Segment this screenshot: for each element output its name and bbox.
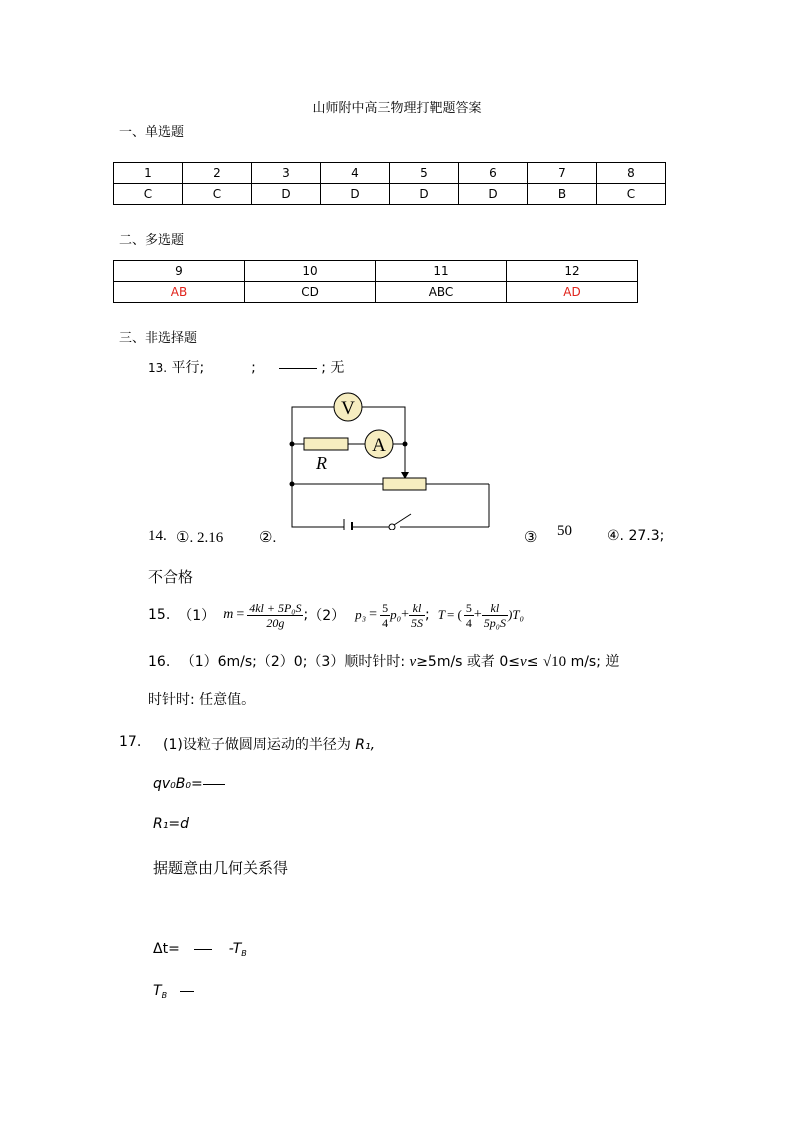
q13-line <box>148 357 344 377</box>
q16-sqrt: √10 <box>542 654 567 670</box>
table-cell: 1 <box>114 163 183 184</box>
table-cell: 3 <box>252 163 321 184</box>
table-cell: AD <box>507 282 638 303</box>
q13-number: 13. <box>148 361 168 375</box>
table-cell: B <box>528 184 597 205</box>
q17-equation-2: R₁=d <box>153 816 189 832</box>
table-cell: CD <box>245 282 376 303</box>
rheostat <box>383 478 426 490</box>
table-cell: 8 <box>597 163 666 184</box>
q17-eq3-subscript: B <box>241 949 247 958</box>
q17-R1: R₁, <box>355 737 376 753</box>
q15-fraction-3a-den: 4 <box>465 615 472 630</box>
table-cell: D <box>390 184 459 205</box>
q13-fraction-bar <box>279 368 317 369</box>
q14-verdict: 不合格 <box>148 568 194 586</box>
table-cell: AB <box>114 282 245 303</box>
table-row-answers <box>114 282 638 303</box>
q15-fraction-3a <box>464 601 474 630</box>
q17-equation-4 <box>153 983 194 1000</box>
q15-label-1: （1） <box>178 608 216 624</box>
table-cell: 5 <box>390 163 459 184</box>
table-cell: 4 <box>321 163 390 184</box>
q15-fraction-2a-den: 4 <box>382 615 389 630</box>
q17-line-1 <box>163 734 375 754</box>
q15-T: T <box>437 607 445 622</box>
resistor <box>304 438 348 450</box>
q15-fraction-3b <box>482 601 508 630</box>
q15-plus: + <box>401 607 409 622</box>
q17-geometry-text: 据题意由几何关系得 <box>153 859 289 877</box>
q14-value-50: 50 <box>557 523 572 539</box>
voltmeter-label: V <box>341 398 355 419</box>
q17-number: 17. <box>119 734 142 750</box>
section-heading-multi-choice: 二、多选题 <box>119 233 185 248</box>
q16-text-2: ≥5m/s 或者 0≤ <box>416 654 521 670</box>
ammeter-label: A <box>372 435 386 456</box>
switch-blade <box>394 514 411 525</box>
q15-fraction-3a-num: 5 <box>465 600 472 615</box>
q15-fraction-2a <box>380 601 390 630</box>
table-cell: D <box>252 184 321 205</box>
q16-continuation: 时针时: 任意值。 <box>148 692 256 708</box>
table-cell: ABC <box>376 282 507 303</box>
q15-fraction-3b-num: kl <box>482 601 508 616</box>
q15-equals: = <box>236 607 245 622</box>
q17-eq3-rhs: -T <box>228 941 242 957</box>
q15-plus-2: + <box>473 607 482 622</box>
q17-eq1-fraction-bar <box>203 784 225 785</box>
q15-p0: p₀ <box>390 607 402 622</box>
q15-open: = ( <box>446 607 462 622</box>
junction-dot <box>290 442 295 447</box>
table-cell: 10 <box>245 261 376 282</box>
q16-v: v <box>409 654 417 670</box>
q15-fraction-2b-den: 5S <box>411 615 423 630</box>
q16-number: 16. <box>148 654 171 670</box>
q15-fraction-1-den: 20g <box>266 615 285 630</box>
q16-v-2: v <box>520 654 527 670</box>
q16-text-3: ≤ <box>526 654 539 670</box>
table-cell: 6 <box>459 163 528 184</box>
q13-answer-1: 平行; <box>171 360 205 376</box>
table-row-numbers <box>114 163 666 184</box>
q17-eq3-fraction-bar <box>194 949 212 950</box>
table-row-answers <box>114 184 666 205</box>
junction-dot <box>290 482 295 487</box>
q15-p3: p₃ <box>355 607 367 622</box>
q15-fraction-2b-num: kl <box>409 601 425 616</box>
q15-fraction-2a-num: 5 <box>382 600 389 615</box>
q13-answer-2: ; <box>251 360 256 376</box>
q16-line <box>148 651 619 671</box>
table-cell: 9 <box>114 261 245 282</box>
q14-number: 14. <box>148 528 167 544</box>
section-heading-single-choice: 一、单选题 <box>119 125 185 140</box>
table-cell: 2 <box>183 163 252 184</box>
circuit-diagram <box>280 390 500 530</box>
q15-number: 15. <box>148 607 171 623</box>
q17-eq1-text: qv₀B₀= <box>153 776 203 792</box>
q15-equals-2: = <box>369 607 378 622</box>
q17-eq3-lhs: Δt= <box>153 941 180 957</box>
table-cell: D <box>459 184 528 205</box>
table-cell: D <box>321 184 390 205</box>
table-cell: 11 <box>376 261 507 282</box>
q15-close: )T₀ <box>507 607 525 622</box>
table-cell: C <box>114 184 183 205</box>
table-cell: 12 <box>507 261 638 282</box>
q17-equation-1 <box>153 776 225 792</box>
q14-part-2: ②. <box>259 530 277 546</box>
table-cell: C <box>183 184 252 205</box>
resistor-label: R <box>316 453 327 473</box>
q17-eq4-T: T <box>153 983 162 999</box>
q14-part-1: ①. 2.16 <box>176 530 224 546</box>
q15-m: m <box>223 607 234 622</box>
q15-fraction-3b-den: 5p₀S <box>483 615 506 630</box>
q17-eq4-fraction-bar <box>180 991 194 992</box>
q15-fraction-1 <box>247 601 303 630</box>
q17-text-1: (1)设粒子做圆周运动的半径为 <box>163 737 351 753</box>
table-row-numbers <box>114 261 638 282</box>
section-heading-non-choice: 三、非选择题 <box>119 331 198 346</box>
q15-fraction-1-num: 4kl + 5P₀S <box>249 600 302 615</box>
q16-text-1: （1）6m/s;（2）0;（3）顺时针时: <box>180 654 406 670</box>
q17-equation-3 <box>153 941 247 958</box>
q15-sep-1: ; <box>303 607 309 623</box>
table-cell: C <box>597 184 666 205</box>
q16-text-4: m/s; 逆 <box>570 654 620 670</box>
page-title: 山师附中高三物理打靶题答案 <box>312 101 482 116</box>
q15-label-2: （2） <box>308 608 346 624</box>
q13-answer-3: ; <box>321 360 326 376</box>
q15-sep-2: ; <box>425 607 430 623</box>
junction-dot <box>403 442 408 447</box>
q14-part-4: ④. 27.3; <box>607 528 665 544</box>
q14-part-3: ③ <box>524 530 538 546</box>
multi-choice-table <box>113 260 638 303</box>
q15-line <box>148 595 524 635</box>
q13-answer-4: 无 <box>330 360 345 376</box>
single-choice-table <box>113 162 666 205</box>
table-cell: 7 <box>528 163 597 184</box>
q15-fraction-2b <box>409 601 425 630</box>
q17-eq4-subscript: B <box>161 991 168 1000</box>
